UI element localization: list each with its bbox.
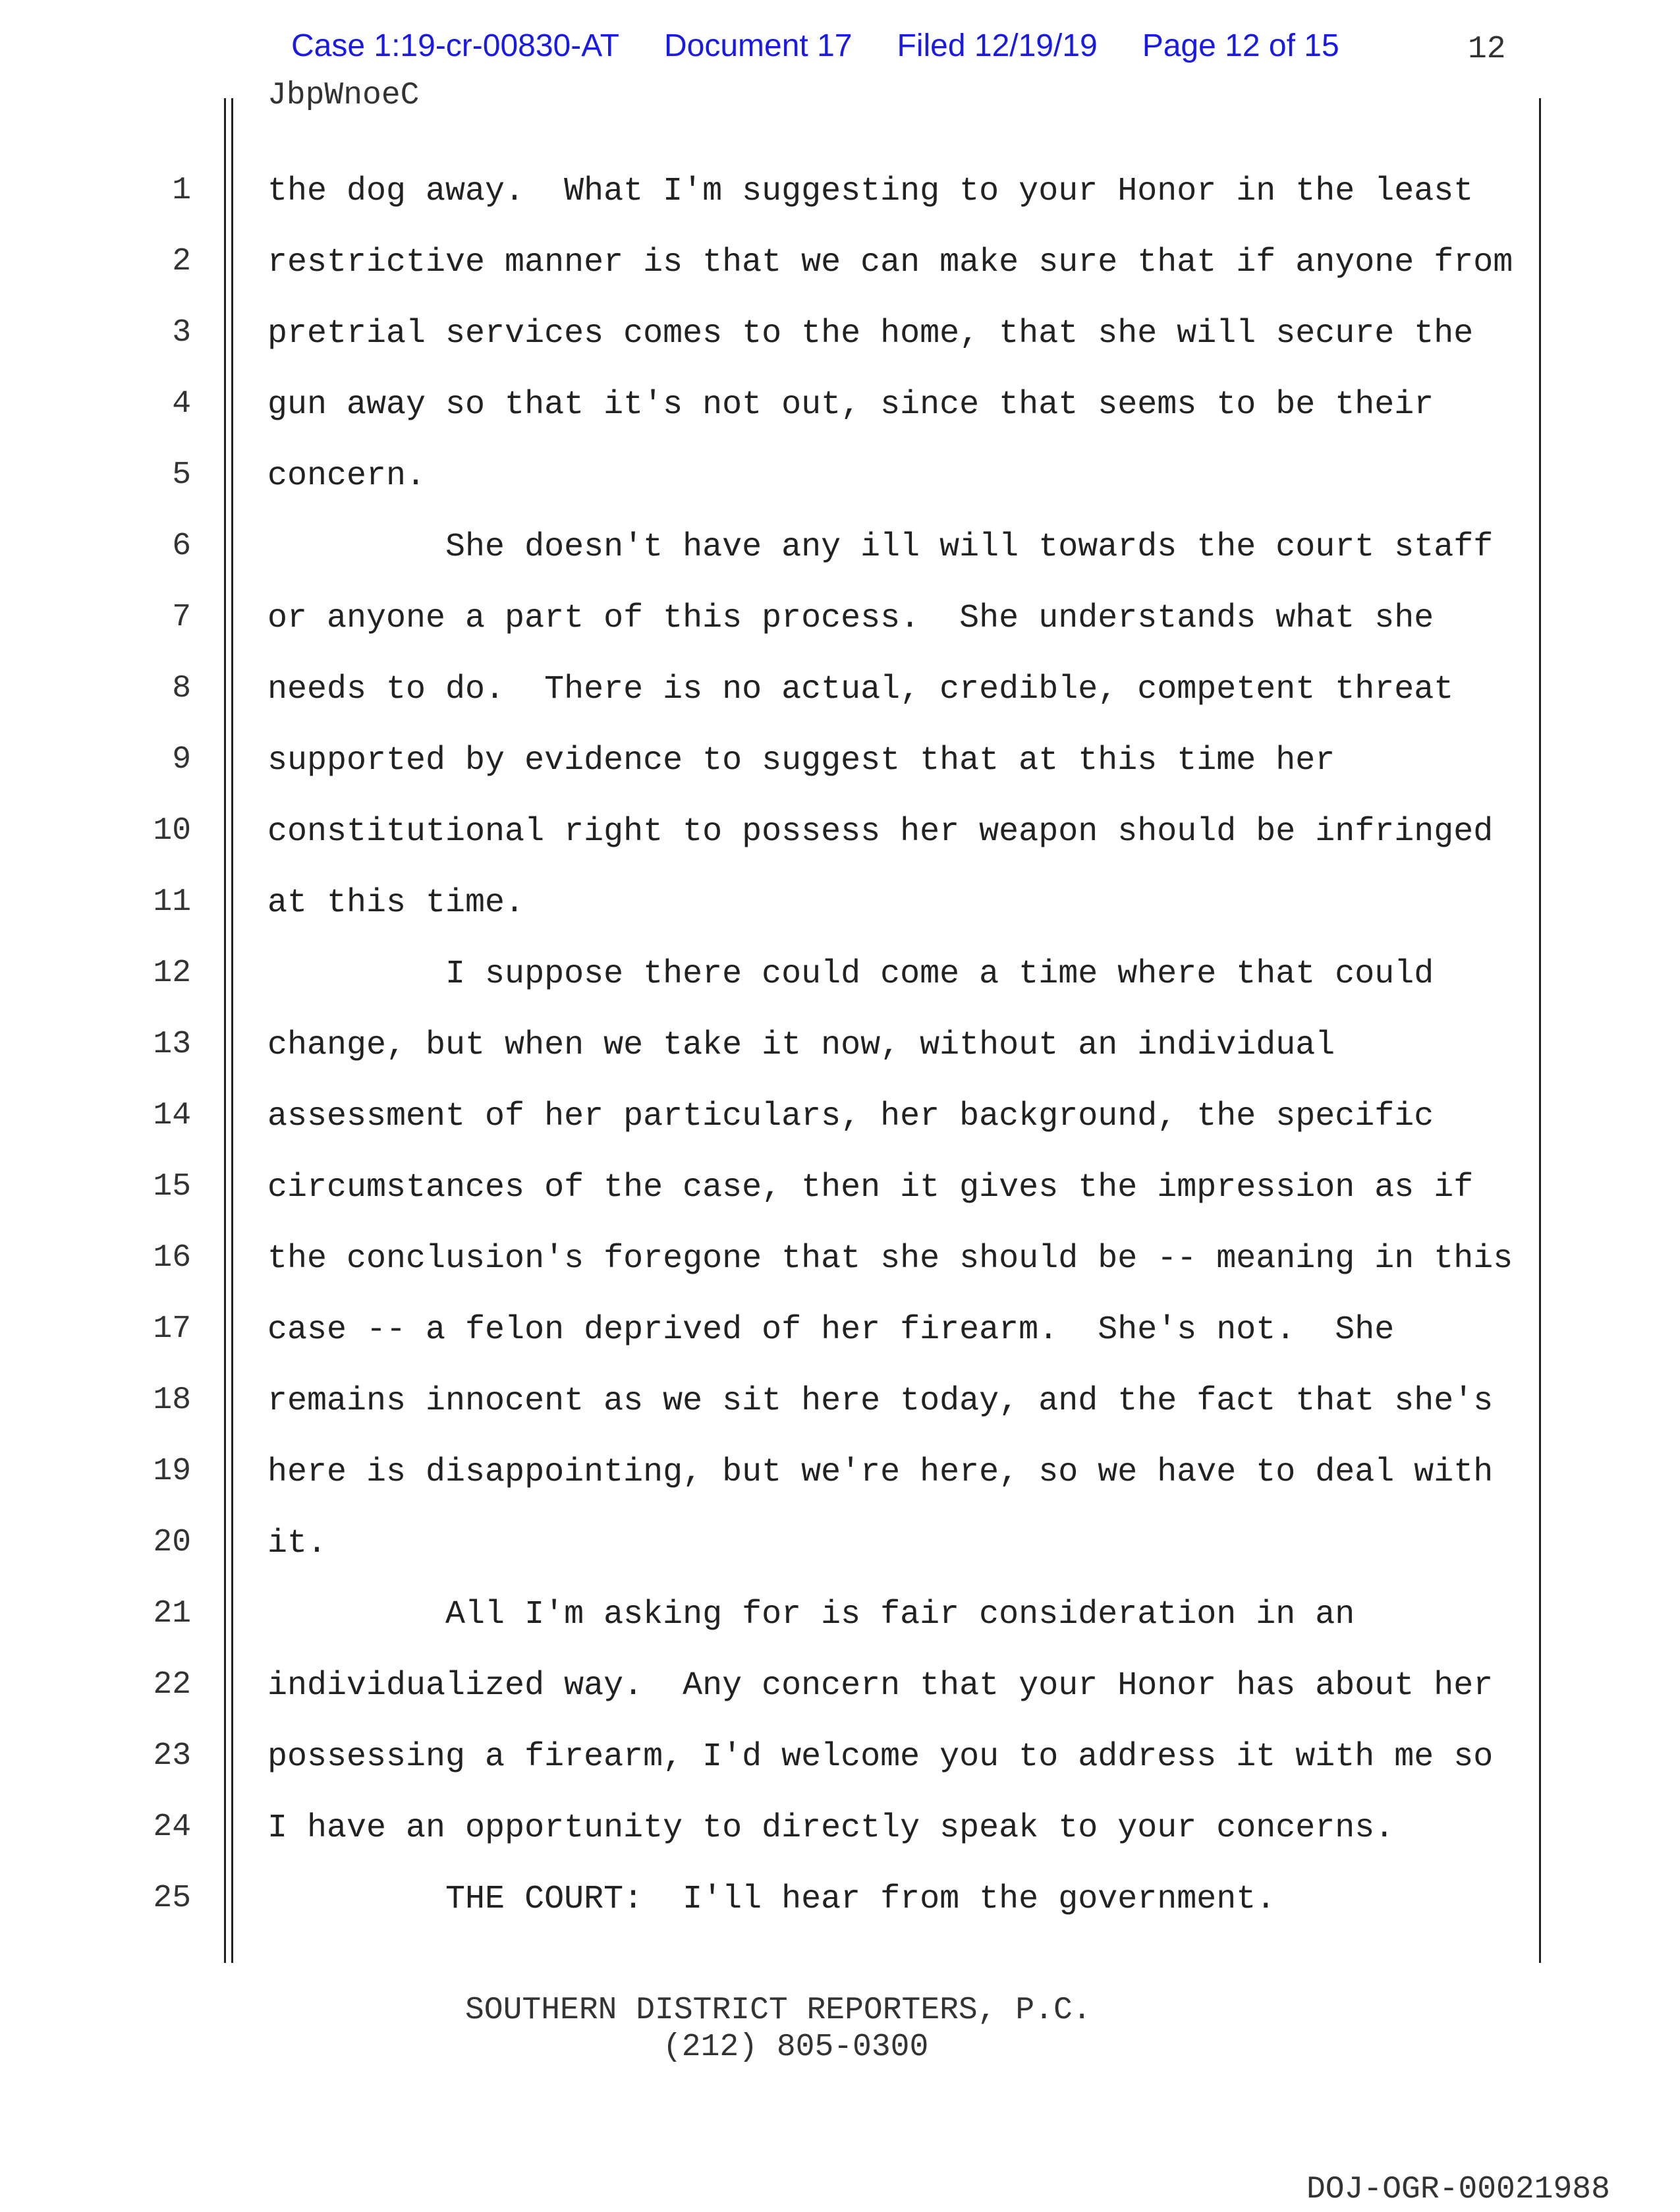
line-number: 17 — [153, 1311, 191, 1347]
transcript-line: All I'm asking for is fair consideration in an — [267, 1596, 1355, 1633]
right-margin-rule — [1539, 98, 1541, 1963]
transcript-line: the conclusion's foregone that she should be -- meaning in this — [267, 1240, 1513, 1278]
page-of: Page 12 of 15 — [1142, 28, 1339, 63]
line-number: 23 — [153, 1738, 191, 1774]
transcript-line: possessing a firearm, I'd welcome you to address it with me so — [267, 1738, 1494, 1776]
line-number: 4 — [172, 386, 191, 422]
line-number: 13 — [153, 1027, 191, 1062]
line-number: 18 — [153, 1382, 191, 1418]
line-number: 1 — [172, 173, 191, 208]
transcript-line: it. — [267, 1525, 327, 1562]
line-number: 8 — [172, 671, 191, 706]
line-number: 14 — [153, 1098, 191, 1133]
transcript-line: change, but when we take it now, without an individual — [267, 1027, 1335, 1064]
filed-date: Filed 12/19/19 — [897, 28, 1098, 63]
transcript-page-number: 12 — [1468, 32, 1506, 67]
line-number: 19 — [153, 1454, 191, 1489]
transcript-line: gun away so that it's not out, since that seems to be their — [267, 386, 1434, 424]
line-number: 6 — [172, 528, 191, 564]
transcript-line: or anyone a part of this process. She understands what she — [267, 600, 1434, 637]
transcript-line: supported by evidence to suggest that at this time her — [267, 742, 1335, 780]
line-number: 24 — [153, 1809, 191, 1845]
case-number: Case 1:19-cr-00830-AT — [291, 28, 619, 63]
left-margin-rule-outer — [224, 98, 226, 1963]
reporter-name: SOUTHERN DISTRICT REPORTERS, P.C. — [465, 1993, 1092, 2028]
transcript-line: constitutional right to possess her weapon should be infringed — [267, 813, 1494, 851]
transcript-line: remains innocent as we sit here today, and the fact that she's — [267, 1382, 1494, 1420]
line-number: 20 — [153, 1525, 191, 1560]
line-number: 11 — [153, 884, 191, 920]
bates-number: DOJ-OGR-00021988 — [1306, 2172, 1610, 2207]
transcript-line: the dog away. What I'm suggesting to your Honor in the least — [267, 173, 1474, 210]
transcript-line: concern. — [267, 457, 426, 495]
transcript-line: I have an opportunity to directly speak to your concerns. — [267, 1809, 1395, 1847]
transcript-line: pretrial services comes to the home, that she will secure the — [267, 315, 1474, 353]
line-number: 2 — [172, 244, 191, 279]
line-number: 9 — [172, 742, 191, 778]
line-number: 5 — [172, 457, 191, 493]
line-number: 10 — [153, 813, 191, 849]
line-number: 7 — [172, 600, 191, 635]
line-number: 25 — [153, 1881, 191, 1916]
reporter-phone: (212) 805-0300 — [663, 2029, 929, 2065]
transcript-line: case -- a felon deprived of her firearm. She's not. She — [267, 1311, 1395, 1349]
transcript-line: I suppose there could come a time where that could — [267, 955, 1434, 993]
line-number: 22 — [153, 1667, 191, 1703]
left-margin-rule-inner — [231, 98, 233, 1963]
transcript-line: at this time. — [267, 884, 525, 922]
line-number: 3 — [172, 315, 191, 351]
filing-stamp — [291, 28, 1339, 64]
transcript-code: JbpWnoeC — [267, 78, 420, 113]
line-number: 12 — [153, 955, 191, 991]
document-number: Document 17 — [664, 28, 853, 63]
transcript-line: assessment of her particulars, her background, the specific — [267, 1098, 1434, 1135]
transcript-line: She doesn't have any ill will towards the court staff — [267, 528, 1494, 566]
line-number: 15 — [153, 1169, 191, 1205]
line-number: 21 — [153, 1596, 191, 1631]
transcript-line: circumstances of the case, then it gives the impression as if — [267, 1169, 1474, 1206]
transcript-line: here is disappointing, but we're here, so we have to deal with — [267, 1454, 1494, 1491]
transcript-line: individualized way. Any concern that your Honor has about her — [267, 1667, 1494, 1705]
transcript-line: THE COURT: I'll hear from the government. — [267, 1881, 1276, 1918]
transcript-line: restrictive manner is that we can make sure that if anyone from — [267, 244, 1513, 281]
line-number: 16 — [153, 1240, 191, 1276]
transcript-line: needs to do. There is no actual, credible, competent threat — [267, 671, 1454, 708]
